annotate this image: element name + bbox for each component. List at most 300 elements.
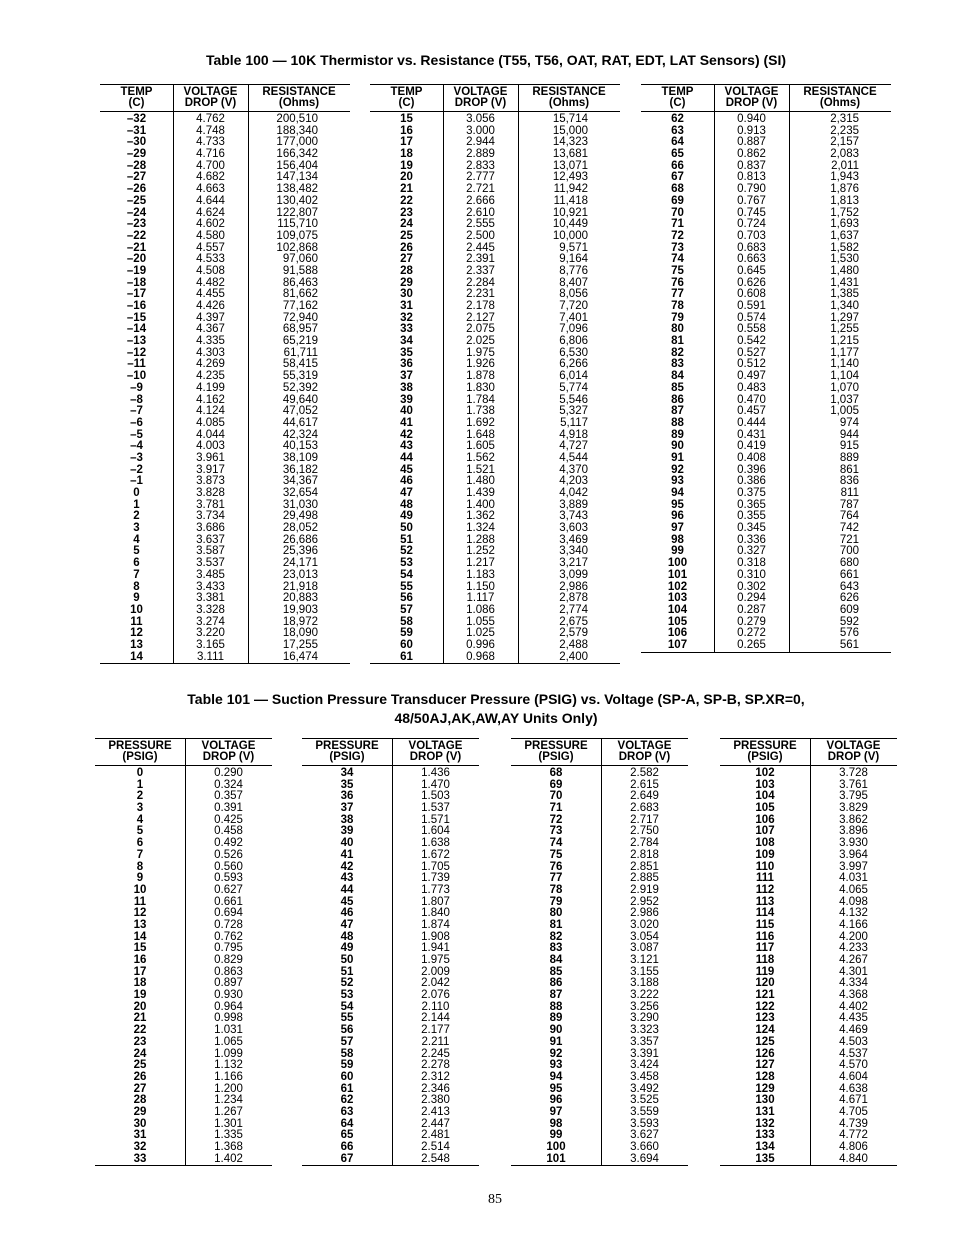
temp-cell: 28 xyxy=(400,264,413,277)
resistance-cell: 24,171 xyxy=(282,557,318,570)
pressure-cell: 12 xyxy=(133,907,147,920)
voltage-drop-cell: 0.862 xyxy=(737,148,766,161)
pressure-cell: 106 xyxy=(755,813,775,826)
pressure-cell: 115 xyxy=(755,918,775,931)
table-row xyxy=(370,488,620,500)
table-row xyxy=(720,967,897,979)
temp-cell: 90 xyxy=(671,440,684,453)
voltage-drop-cell: 1.878 xyxy=(466,370,495,383)
temp-cell: 101 xyxy=(667,568,688,581)
temp-cell: 87 xyxy=(671,405,684,418)
resistance-cell: 2,083 xyxy=(830,148,859,161)
voltage-drop-cell: 0.302 xyxy=(737,580,766,593)
table-row xyxy=(302,838,479,850)
pressure-cell: 5 xyxy=(136,825,144,838)
voltage-drop-cell: 0.728 xyxy=(214,918,243,931)
table-column-group xyxy=(100,84,350,664)
header-voltage-drop-label: VOLTAGE xyxy=(201,739,256,752)
table-row xyxy=(95,955,272,967)
pressure-cell: 102 xyxy=(755,767,775,779)
resistance-cell: 1,480 xyxy=(830,264,859,277)
resistance-cell: 200,510 xyxy=(276,113,318,125)
pressure-cell: 84 xyxy=(549,954,563,966)
voltage-drop-cell: 3.274 xyxy=(196,615,225,628)
table-row xyxy=(100,114,350,126)
voltage-drop-cell: 4.269 xyxy=(196,358,225,371)
temp-cell: –24 xyxy=(126,206,147,219)
table-row xyxy=(302,1072,479,1084)
table-row xyxy=(641,266,891,278)
temp-cell: 98 xyxy=(671,533,684,546)
resistance-cell: 109,075 xyxy=(276,229,318,242)
voltage-drop-cell: 3.111 xyxy=(196,650,225,663)
resistance-cell: 742 xyxy=(839,522,859,535)
voltage-drop-cell: 0.608 xyxy=(737,288,766,301)
resistance-cell: 9,571 xyxy=(559,241,588,254)
table-row xyxy=(370,640,620,652)
table-row xyxy=(370,570,620,582)
resistance-cell: 4,370 xyxy=(559,463,588,476)
voltage-drop-cell: 3.357 xyxy=(630,1035,659,1048)
voltage-drop-cell: 1.234 xyxy=(214,1094,243,1107)
temp-cell: 17 xyxy=(400,136,413,149)
resistance-cell: 1,876 xyxy=(830,183,859,196)
voltage-drop-cell: 3.155 xyxy=(630,965,659,978)
voltage-drop-cell: 4.162 xyxy=(196,393,225,406)
temp-cell: –21 xyxy=(126,241,147,254)
table-row xyxy=(302,1095,479,1107)
voltage-drop-cell: 1.926 xyxy=(466,358,495,371)
temp-cell: 56 xyxy=(400,592,413,605)
pressure-cell: 17 xyxy=(133,965,147,978)
voltage-drop-cell: 3.593 xyxy=(630,1117,659,1130)
header-voltage-drop xyxy=(443,85,518,111)
voltage-drop-cell: 1.705 xyxy=(421,860,450,873)
resistance-cell: 4,042 xyxy=(559,487,588,499)
table-column-group xyxy=(720,738,897,1166)
table-row xyxy=(720,943,897,955)
pressure-cell: 113 xyxy=(755,895,775,908)
voltage-drop-cell: 2.986 xyxy=(630,907,659,920)
voltage-drop-cell: 2.445 xyxy=(466,241,495,254)
voltage-drop-cell: 0.542 xyxy=(737,335,766,348)
header-pressure xyxy=(302,739,392,765)
voltage-drop-cell: 1.975 xyxy=(421,954,450,966)
pressure-cell: 73 xyxy=(549,825,563,838)
table-row xyxy=(511,838,688,850)
resistance-cell: 42,324 xyxy=(282,428,318,441)
temp-cell: 63 xyxy=(671,124,684,137)
voltage-drop-cell: 4.748 xyxy=(196,124,225,137)
voltage-drop-cell: 3.054 xyxy=(630,930,659,943)
resistance-cell: 13,681 xyxy=(552,148,588,161)
table-header-row xyxy=(100,85,350,112)
table-row xyxy=(100,453,350,465)
resistance-cell: 86,463 xyxy=(282,276,318,289)
pressure-cell: 95 xyxy=(549,1082,563,1095)
table-row xyxy=(511,791,688,803)
voltage-drop-cell: 0.290 xyxy=(214,767,243,779)
temp-cell: 105 xyxy=(667,615,688,628)
pressure-cell: 9 xyxy=(136,872,144,885)
pressure-cell: 4 xyxy=(136,813,144,826)
voltage-drop-cell: 3.961 xyxy=(196,451,225,464)
resistance-cell: 25,396 xyxy=(282,545,318,558)
resistance-cell: 2,157 xyxy=(830,136,859,149)
voltage-drop-cell: 4.233 xyxy=(839,942,868,955)
temp-cell: 89 xyxy=(671,428,684,441)
table-row xyxy=(95,826,272,838)
table-row xyxy=(511,803,688,815)
voltage-drop-cell: 0.497 xyxy=(737,370,766,383)
voltage-drop-cell: 1.672 xyxy=(421,848,450,861)
pressure-cell: 99 xyxy=(549,1129,563,1142)
temp-cell: 99 xyxy=(671,545,684,558)
temp-cell: 51 xyxy=(400,533,413,546)
temp-cell: –17 xyxy=(126,288,147,301)
table-header-row xyxy=(511,739,688,766)
voltage-drop-cell: 0.527 xyxy=(737,346,766,359)
table-row xyxy=(641,605,891,617)
table-row xyxy=(720,955,897,967)
temp-cell: 6 xyxy=(133,557,140,570)
table-row xyxy=(95,873,272,885)
voltage-drop-cell: 0.762 xyxy=(214,930,243,943)
table-row xyxy=(302,1119,479,1131)
voltage-drop-cell: 3.391 xyxy=(630,1047,659,1060)
table-row xyxy=(720,1119,897,1131)
pressure-cell: 79 xyxy=(549,895,563,908)
pressure-cell: 97 xyxy=(549,1105,563,1118)
table-row xyxy=(95,1013,272,1025)
voltage-drop-cell: 4.602 xyxy=(196,218,225,231)
table-header-row xyxy=(302,739,479,766)
table-row xyxy=(720,932,897,944)
temp-cell: 79 xyxy=(671,311,684,324)
voltage-drop-cell: 3.686 xyxy=(196,522,225,535)
pressure-cell: 126 xyxy=(755,1047,775,1060)
pressure-cell: 32 xyxy=(133,1141,147,1153)
table-row xyxy=(641,383,891,395)
pressure-cell: 42 xyxy=(340,860,354,873)
resistance-cell: 72,940 xyxy=(282,311,318,324)
table-row xyxy=(100,605,350,617)
table-row xyxy=(720,1154,897,1166)
pressure-cell: 65 xyxy=(340,1129,354,1142)
table-row xyxy=(100,418,350,430)
resistance-cell: 836 xyxy=(839,475,859,488)
table-row xyxy=(95,908,272,920)
voltage-drop-cell: 4.301 xyxy=(839,965,868,978)
voltage-drop-cell: 2.211 xyxy=(421,1035,450,1048)
pressure-cell: 47 xyxy=(340,918,354,931)
temp-cell: 66 xyxy=(671,159,684,172)
resistance-cell: 47,052 xyxy=(282,405,318,418)
temp-cell: 23 xyxy=(400,206,413,219)
header-voltage-drop-label: DROP (V) xyxy=(454,97,507,109)
pressure-cell: 77 xyxy=(549,872,563,885)
resistance-cell: 3,603 xyxy=(559,522,588,535)
table-row xyxy=(100,336,350,348)
pressure-cell: 116 xyxy=(755,930,775,943)
voltage-drop-cell: 3.121 xyxy=(630,954,659,966)
table-row xyxy=(511,978,688,990)
voltage-drop-cell: 4.733 xyxy=(196,136,225,149)
voltage-drop-cell: 1.738 xyxy=(466,405,495,418)
pressure-cell: 98 xyxy=(549,1117,563,1130)
temp-cell: 58 xyxy=(400,615,413,628)
temp-cell: 27 xyxy=(400,253,413,266)
resistance-cell: 680 xyxy=(839,557,859,570)
pressure-cell: 45 xyxy=(340,895,354,908)
voltage-drop-cell: 2.481 xyxy=(421,1129,450,1142)
voltage-drop-cell: 0.829 xyxy=(214,954,243,966)
voltage-drop-cell: 4.166 xyxy=(839,918,868,931)
voltage-drop-cell: 0.897 xyxy=(214,977,243,990)
column-divider xyxy=(518,85,519,663)
resistance-cell: 3,340 xyxy=(559,545,588,558)
table-row xyxy=(302,897,479,909)
table-row xyxy=(302,908,479,920)
temp-cell: 75 xyxy=(671,264,684,277)
pressure-cell: 25 xyxy=(133,1059,147,1072)
table-body xyxy=(641,112,891,652)
voltage-drop-cell: 2.649 xyxy=(630,790,659,803)
table-row xyxy=(511,815,688,827)
table-row xyxy=(302,885,479,897)
voltage-drop-cell: 2.178 xyxy=(466,300,495,312)
table-row xyxy=(720,1049,897,1061)
voltage-drop-cell: 4.644 xyxy=(196,194,225,207)
header-voltage-drop xyxy=(810,739,897,765)
table-row xyxy=(720,1037,897,1049)
pressure-cell: 23 xyxy=(133,1035,147,1048)
temp-cell: 7 xyxy=(133,568,140,581)
voltage-drop-cell: 4.402 xyxy=(839,1000,868,1013)
table-row xyxy=(95,1107,272,1119)
resistance-cell: 26,686 xyxy=(282,533,318,546)
pressure-cell: 52 xyxy=(340,977,354,990)
resistance-cell: 764 xyxy=(839,510,859,523)
pressure-cell: 71 xyxy=(549,802,563,815)
voltage-drop-cell: 1.562 xyxy=(466,451,495,464)
voltage-drop-cell: 1.200 xyxy=(214,1082,243,1095)
voltage-drop-cell: 2.177 xyxy=(421,1024,450,1037)
pressure-cell: 94 xyxy=(549,1070,563,1083)
pressure-cell: 37 xyxy=(340,802,354,815)
resistance-cell: 138,482 xyxy=(276,183,318,196)
pressure-cell: 40 xyxy=(340,837,354,850)
resistance-cell: 8,407 xyxy=(559,276,588,289)
voltage-drop-cell: 0.683 xyxy=(737,241,766,254)
pressure-cell: 70 xyxy=(549,790,563,803)
temp-cell: 93 xyxy=(671,475,684,488)
voltage-drop-cell: 1.267 xyxy=(214,1105,243,1118)
table-row xyxy=(720,803,897,815)
pressure-cell: 27 xyxy=(133,1082,147,1095)
temp-cell: 106 xyxy=(667,627,688,640)
resistance-cell: 14,323 xyxy=(552,136,588,149)
temp-cell: 18 xyxy=(400,148,413,161)
voltage-drop-cell: 0.457 xyxy=(737,405,766,418)
pressure-cell: 89 xyxy=(549,1012,563,1025)
resistance-cell: 17,255 xyxy=(282,638,318,651)
pressure-cell: 110 xyxy=(755,860,775,873)
temp-cell: –31 xyxy=(126,124,147,137)
resistance-cell: 626 xyxy=(839,592,859,605)
header-voltage-drop-label: DROP (V) xyxy=(618,751,671,763)
temp-cell: –8 xyxy=(130,393,143,406)
temp-cell: –22 xyxy=(126,229,147,242)
resistance-cell: 643 xyxy=(839,580,859,593)
voltage-drop-cell: 2.833 xyxy=(466,159,495,172)
temp-cell: –15 xyxy=(126,311,147,324)
voltage-drop-cell: 2.127 xyxy=(466,311,495,324)
resistance-cell: 700 xyxy=(839,545,859,558)
temp-cell: 97 xyxy=(671,522,684,535)
temp-cell: –29 xyxy=(126,148,147,161)
voltage-drop-cell: 0.365 xyxy=(737,498,766,511)
table-row xyxy=(720,1002,897,1014)
voltage-drop-cell: 0.837 xyxy=(737,159,766,172)
voltage-drop-cell: 0.591 xyxy=(737,300,766,312)
header-voltage-drop-label: VOLTAGE xyxy=(183,85,238,98)
temp-cell: 64 xyxy=(671,136,684,149)
table-row xyxy=(511,1049,688,1061)
voltage-drop-cell: 3.781 xyxy=(196,498,225,511)
pressure-cell: 76 xyxy=(549,860,563,873)
voltage-drop-cell: 2.231 xyxy=(466,288,495,301)
temp-cell: 59 xyxy=(400,627,413,640)
voltage-drop-cell: 1.605 xyxy=(466,440,495,453)
voltage-drop-cell: 0.767 xyxy=(737,194,766,207)
voltage-drop-cell: 3.997 xyxy=(839,860,868,873)
header-pressure-label: PRESSURE xyxy=(524,739,588,752)
voltage-drop-cell: 2.042 xyxy=(421,977,450,990)
voltage-drop-cell: 0.887 xyxy=(737,136,766,149)
pressure-cell: 22 xyxy=(133,1024,147,1037)
resistance-cell: 68,957 xyxy=(282,323,318,336)
voltage-drop-cell: 0.663 xyxy=(737,253,766,266)
resistance-cell: 177,000 xyxy=(276,136,318,149)
table-row xyxy=(100,301,350,313)
resistance-cell: 40,153 xyxy=(282,440,318,453)
temp-cell: 32 xyxy=(400,311,413,324)
header-resistance-label: (Ohms) xyxy=(278,97,320,109)
voltage-drop-cell: 2.717 xyxy=(630,813,659,826)
voltage-drop-cell: 0.795 xyxy=(214,942,243,955)
voltage-drop-cell: 1.521 xyxy=(466,463,495,476)
voltage-drop-cell: 0.265 xyxy=(737,638,766,651)
temp-cell: 37 xyxy=(400,370,413,383)
header-temp xyxy=(100,85,173,111)
table-row xyxy=(302,1049,479,1061)
resistance-cell: 55,319 xyxy=(282,370,318,383)
voltage-drop-cell: 2.245 xyxy=(421,1047,450,1060)
pressure-cell: 19 xyxy=(133,989,147,1002)
temp-cell: 78 xyxy=(671,300,684,312)
resistance-cell: 2,878 xyxy=(559,592,588,605)
voltage-drop-cell: 4.580 xyxy=(196,229,225,242)
pressure-cell: 124 xyxy=(755,1024,775,1037)
table-row xyxy=(95,897,272,909)
voltage-drop-cell: 3.829 xyxy=(839,802,868,815)
voltage-drop-cell: 1.874 xyxy=(421,918,450,931)
voltage-drop-cell: 2.952 xyxy=(630,895,659,908)
header-temp-label: (C) xyxy=(128,97,145,109)
table-body xyxy=(100,112,350,663)
voltage-drop-cell: 0.336 xyxy=(737,533,766,546)
voltage-drop-cell: 1.150 xyxy=(466,580,495,593)
voltage-drop-cell: 2.076 xyxy=(421,989,450,1002)
resistance-cell: 52,392 xyxy=(282,381,318,394)
resistance-cell: 3,099 xyxy=(559,568,588,581)
resistance-cell: 65,219 xyxy=(282,335,318,348)
table-row xyxy=(641,453,891,465)
temp-cell: 12 xyxy=(130,627,143,640)
header-pressure-label: (PSIG) xyxy=(747,751,783,763)
temp-cell: 41 xyxy=(400,416,413,429)
temp-cell: 82 xyxy=(671,346,684,359)
temp-cell: –7 xyxy=(130,405,143,418)
voltage-drop-cell: 3.559 xyxy=(630,1105,659,1118)
voltage-drop-cell: 4.132 xyxy=(839,907,868,920)
pressure-cell: 50 xyxy=(340,954,354,966)
table-column-group xyxy=(95,738,272,1166)
voltage-drop-cell: 3.917 xyxy=(196,463,225,476)
voltage-drop-cell: 0.940 xyxy=(737,113,766,125)
resistance-cell: 58,415 xyxy=(282,358,318,371)
pressure-cell: 87 xyxy=(549,989,563,1002)
pressure-cell: 26 xyxy=(133,1070,147,1083)
voltage-drop-cell: 2.721 xyxy=(466,183,495,196)
pressure-cell: 69 xyxy=(549,778,563,791)
table-row xyxy=(720,826,897,838)
table-row xyxy=(100,383,350,395)
voltage-drop-cell: 0.558 xyxy=(737,323,766,336)
pressure-cell: 36 xyxy=(340,790,354,803)
temp-cell: 83 xyxy=(671,358,684,371)
voltage-drop-cell: 2.555 xyxy=(466,218,495,231)
resistance-cell: 2,011 xyxy=(831,159,859,172)
pressure-cell: 21 xyxy=(133,1012,147,1025)
table-row xyxy=(100,640,350,652)
resistance-cell: 4,918 xyxy=(559,428,588,441)
resistance-cell: 3,469 xyxy=(559,533,588,546)
resistance-cell: 2,400 xyxy=(559,650,588,663)
voltage-drop-cell: 0.998 xyxy=(214,1012,243,1025)
header-voltage-drop-label: VOLTAGE xyxy=(453,85,508,98)
pressure-cell: 117 xyxy=(755,942,775,955)
temp-cell: –13 xyxy=(126,335,147,348)
voltage-drop-cell: 0.964 xyxy=(214,1000,243,1013)
resistance-cell: 15,000 xyxy=(552,124,588,137)
resistance-cell: 188,340 xyxy=(276,124,318,137)
table-row xyxy=(95,932,272,944)
table-header-row xyxy=(370,85,620,112)
voltage-drop-cell: 2.683 xyxy=(630,802,659,815)
voltage-drop-cell: 4.455 xyxy=(196,288,225,301)
header-pressure xyxy=(511,739,601,765)
temp-cell: 40 xyxy=(400,405,413,418)
temp-cell: 44 xyxy=(400,451,413,464)
pressure-cell: 38 xyxy=(340,813,354,826)
temp-cell: –2 xyxy=(130,463,143,476)
voltage-drop-cell: 0.724 xyxy=(737,218,766,231)
resistance-cell: 6,014 xyxy=(559,370,588,383)
voltage-drop-cell: 0.703 xyxy=(737,229,766,242)
pressure-cell: 48 xyxy=(340,930,354,943)
